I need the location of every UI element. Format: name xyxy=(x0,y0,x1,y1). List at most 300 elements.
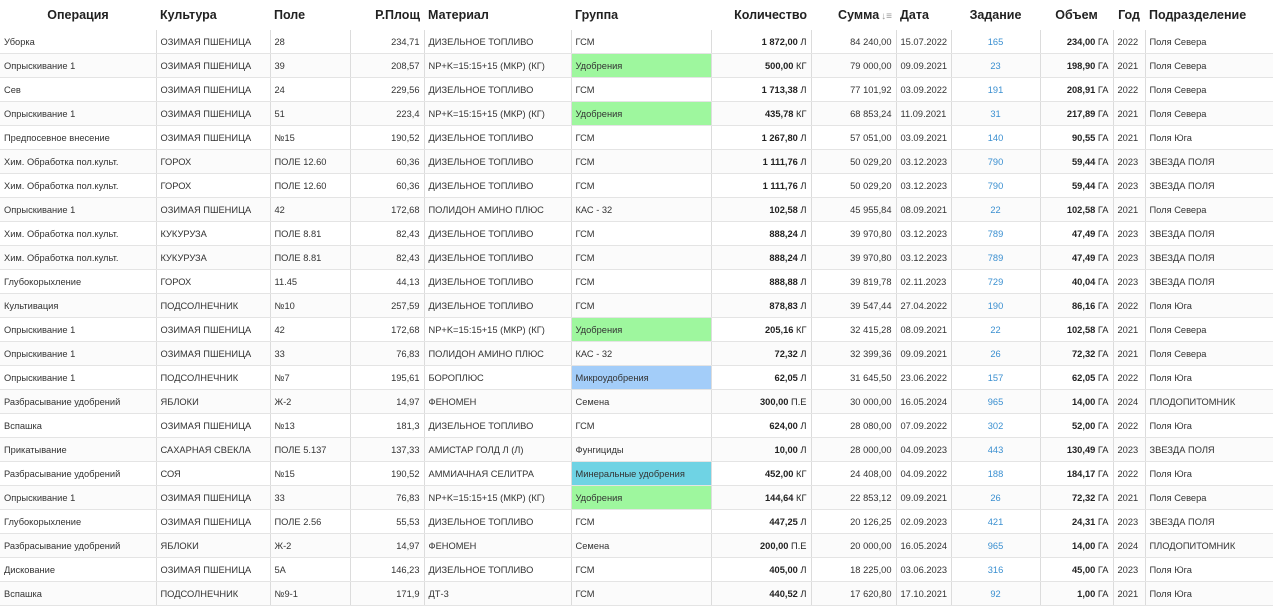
table-row[interactable] xyxy=(0,126,1273,150)
cell-task-link[interactable]: 23 xyxy=(951,54,1040,78)
cell-crop: ОЗИМАЯ ПШЕНИЦА xyxy=(156,78,270,102)
cell-operation: Хим. Обработка пол.культ. xyxy=(0,222,156,246)
table-row[interactable] xyxy=(0,174,1273,198)
cell-operation: Разбрасывание удобрений xyxy=(0,390,156,414)
cell-field: №9-1 xyxy=(270,582,350,606)
cell-date: 08.09.2021 xyxy=(896,318,951,342)
cell-date: 09.09.2021 xyxy=(896,342,951,366)
cell-division: ПЛОДОПИТОМНИК xyxy=(1145,390,1273,414)
cell-date: 16.05.2024 xyxy=(896,534,951,558)
cell-sum: 50 029,20 xyxy=(811,174,896,198)
cell-quantity-value: 1 872,00 xyxy=(761,36,798,47)
cell-volume-unit: ГА xyxy=(1097,468,1109,479)
cell-crop: ОЗИМАЯ ПШЕНИЦА xyxy=(156,558,270,582)
table-row[interactable] xyxy=(0,222,1273,246)
cell-division: Поля Севера xyxy=(1145,486,1273,510)
cell-division: Поля Юга xyxy=(1145,558,1273,582)
table-row[interactable] xyxy=(0,414,1273,438)
cell-field: 24 xyxy=(270,78,350,102)
cell-division: ЗВЕЗДА ПОЛЯ xyxy=(1145,150,1273,174)
cell-date: 03.09.2022 xyxy=(896,78,951,102)
column-header-field[interactable]: Поле xyxy=(274,8,306,22)
cell-crop: ОЗИМАЯ ПШЕНИЦА xyxy=(156,102,270,126)
table-row[interactable] xyxy=(0,318,1273,342)
cell-quantity-value: 300,00 xyxy=(760,396,789,407)
cell-quantity xyxy=(711,294,811,318)
cell-task-link[interactable]: 190 xyxy=(951,294,1040,318)
cell-group: ГСМ xyxy=(571,30,711,54)
cell-volume xyxy=(1040,438,1113,462)
cell-sum: 18 225,00 xyxy=(811,558,896,582)
cell-volume-unit: ГА xyxy=(1097,84,1109,95)
cell-task-link[interactable]: 188 xyxy=(951,462,1040,486)
cell-crop: ПОДСОЛНЕЧНИК xyxy=(156,294,270,318)
cell-volume xyxy=(1040,510,1113,534)
cell-field: 51 xyxy=(270,102,350,126)
cell-operation: Хим. Обработка пол.культ. xyxy=(0,246,156,270)
cell-year: 2021 xyxy=(1113,54,1145,78)
cell-quantity-value: 102,58 xyxy=(769,204,798,215)
cell-quantity-unit: КГ xyxy=(796,108,807,119)
cell-date: 16.05.2024 xyxy=(896,390,951,414)
cell-year: 2022 xyxy=(1113,366,1145,390)
cell-group: Удобрения xyxy=(571,102,711,126)
cell-operation: Опрыскивание 1 xyxy=(0,318,156,342)
cell-quantity-value: 1 713,38 xyxy=(761,84,798,95)
cell-volume xyxy=(1040,462,1113,486)
cell-task-link[interactable]: 26 xyxy=(951,342,1040,366)
cell-year: 2022 xyxy=(1113,462,1145,486)
cell-volume xyxy=(1040,342,1113,366)
cell-division: ЗВЕЗДА ПОЛЯ xyxy=(1145,510,1273,534)
cell-volume-value: 45,00 xyxy=(1072,564,1096,575)
cell-quantity-unit: Л xyxy=(800,84,807,95)
cell-crop: ОЗИМАЯ ПШЕНИЦА xyxy=(156,54,270,78)
table-row[interactable] xyxy=(0,558,1273,582)
cell-quantity-value: 10,00 xyxy=(774,444,798,455)
column-header-group[interactable]: Группа xyxy=(575,8,619,22)
cell-sum: 39 970,80 xyxy=(811,246,896,270)
cell-date: 08.09.2021 xyxy=(896,198,951,222)
cell-operation: Вспашка xyxy=(0,414,156,438)
cell-material: ДИЗЕЛЬНОЕ ТОПЛИВО xyxy=(424,126,571,150)
cell-volume-value: 198,90 xyxy=(1066,60,1096,71)
cell-year: 2021 xyxy=(1113,198,1145,222)
table-row[interactable] xyxy=(0,390,1273,414)
cell-task-link[interactable]: 165 xyxy=(951,30,1040,54)
cell-task-link[interactable]: 157 xyxy=(951,366,1040,390)
cell-area: 171,9 xyxy=(350,582,424,606)
cell-volume-unit: ГА xyxy=(1097,132,1109,143)
cell-crop: ОЗИМАЯ ПШЕНИЦА xyxy=(156,486,270,510)
cell-quantity-unit: Л xyxy=(800,588,807,599)
cell-volume xyxy=(1040,414,1113,438)
cell-quantity-unit: П.Е xyxy=(791,540,807,551)
table-row[interactable] xyxy=(0,438,1273,462)
cell-sum: 39 819,78 xyxy=(811,270,896,294)
cell-year: 2022 xyxy=(1113,294,1145,318)
cell-quantity-value: 205,16 xyxy=(765,324,794,335)
cell-group: ГСМ xyxy=(571,558,711,582)
cell-area: 229,56 xyxy=(350,78,424,102)
cell-crop: ЯБЛОКИ xyxy=(156,390,270,414)
cell-quantity-unit: Л xyxy=(800,564,807,575)
table-row[interactable] xyxy=(0,462,1273,486)
cell-year: 2021 xyxy=(1113,582,1145,606)
cell-quantity xyxy=(711,438,811,462)
cell-area: 234,71 xyxy=(350,30,424,54)
cell-operation: Дискование xyxy=(0,558,156,582)
cell-quantity xyxy=(711,390,811,414)
cell-area: 257,59 xyxy=(350,294,424,318)
cell-quantity-value: 1 111,76 xyxy=(762,180,798,191)
cell-volume xyxy=(1040,294,1113,318)
cell-volume-value: 47,49 xyxy=(1072,228,1096,239)
cell-task-link[interactable]: 22 xyxy=(951,198,1040,222)
cell-quantity-value: 440,52 xyxy=(769,588,798,599)
cell-division: Поля Юга xyxy=(1145,126,1273,150)
cell-field: №15 xyxy=(270,126,350,150)
cell-quantity-value: 888,88 xyxy=(769,276,798,287)
cell-volume-unit: ГА xyxy=(1097,516,1109,527)
table-row[interactable] xyxy=(0,150,1273,174)
column-header-crop[interactable]: Культура xyxy=(160,8,217,22)
cell-crop: КУКУРУЗА xyxy=(156,246,270,270)
cell-group: КАС - 32 xyxy=(571,342,711,366)
cell-group: КАС - 32 xyxy=(571,198,711,222)
cell-volume-unit: ГА xyxy=(1097,492,1109,503)
cell-quantity xyxy=(711,534,811,558)
cell-area: 195,61 xyxy=(350,366,424,390)
cell-quantity-value: 888,24 xyxy=(769,228,798,239)
cell-material: ДИЗЕЛЬНОЕ ТОПЛИВО xyxy=(424,30,571,54)
cell-material: ДИЗЕЛЬНОЕ ТОПЛИВО xyxy=(424,294,571,318)
cell-volume xyxy=(1040,150,1113,174)
cell-sum: 32 415,28 xyxy=(811,318,896,342)
cell-volume-unit: ГА xyxy=(1097,252,1109,263)
cell-task-link[interactable]: 789 xyxy=(951,222,1040,246)
cell-task-link[interactable]: 92 xyxy=(951,582,1040,606)
cell-material: ФЕНОМЕН xyxy=(424,534,571,558)
cell-operation: Опрыскивание 1 xyxy=(0,486,156,510)
cell-task-link[interactable]: 443 xyxy=(951,438,1040,462)
cell-year: 2021 xyxy=(1113,126,1145,150)
table-row[interactable] xyxy=(0,534,1273,558)
cell-division: Поля Юга xyxy=(1145,414,1273,438)
cell-sum: 24 408,00 xyxy=(811,462,896,486)
cell-task-link[interactable]: 26 xyxy=(951,486,1040,510)
cell-group: Семена xyxy=(571,390,711,414)
cell-area: 172,68 xyxy=(350,318,424,342)
cell-volume xyxy=(1040,126,1113,150)
cell-volume-value: 90,55 xyxy=(1072,132,1096,143)
cell-material: NP+K=15:15+15 (МКР) (КГ) xyxy=(424,318,571,342)
cell-task-link[interactable]: 140 xyxy=(951,126,1040,150)
cell-quantity-value: 405,00 xyxy=(769,564,798,575)
cell-task-link[interactable]: 421 xyxy=(951,510,1040,534)
column-header-quantity[interactable]: Количество xyxy=(734,8,807,22)
cell-material: ДИЗЕЛЬНОЕ ТОПЛИВО xyxy=(424,150,571,174)
cell-division: ЗВЕЗДА ПОЛЯ xyxy=(1145,222,1273,246)
cell-crop: ГОРОХ xyxy=(156,270,270,294)
cell-operation: Культивация xyxy=(0,294,156,318)
cell-material: NP+K=15:15+15 (МКР) (КГ) xyxy=(424,102,571,126)
cell-division: Поля Севера xyxy=(1145,78,1273,102)
cell-volume xyxy=(1040,390,1113,414)
cell-year: 2021 xyxy=(1113,102,1145,126)
cell-volume xyxy=(1040,174,1113,198)
cell-division: Поля Севера xyxy=(1145,198,1273,222)
cell-volume-value: 47,49 xyxy=(1072,252,1096,263)
cell-group: ГСМ xyxy=(571,150,711,174)
cell-field: 39 xyxy=(270,54,350,78)
cell-operation: Прикатывание xyxy=(0,438,156,462)
cell-date: 02.09.2023 xyxy=(896,510,951,534)
cell-quantity-unit: Л xyxy=(800,36,807,47)
cell-task-link[interactable]: 790 xyxy=(951,174,1040,198)
cell-date: 04.09.2023 xyxy=(896,438,951,462)
cell-volume-value: 217,89 xyxy=(1066,108,1096,119)
cell-volume-unit: ГА xyxy=(1097,564,1109,575)
cell-quantity-unit: КГ xyxy=(796,468,807,479)
cell-field: ПОЛЕ 8.81 xyxy=(270,246,350,270)
cell-area: 172,68 xyxy=(350,198,424,222)
cell-quantity-value: 452,00 xyxy=(765,468,794,479)
cell-group: Удобрения xyxy=(571,318,711,342)
cell-area: 190,52 xyxy=(350,126,424,150)
cell-volume-value: 208,91 xyxy=(1066,84,1096,95)
cell-division: Поля Севера xyxy=(1145,54,1273,78)
cell-area: 208,57 xyxy=(350,54,424,78)
cell-group: ГСМ xyxy=(571,582,711,606)
cell-volume-value: 184,17 xyxy=(1066,468,1096,479)
column-header-task[interactable]: Задание xyxy=(969,8,1022,22)
cell-quantity-unit: Л xyxy=(800,444,807,455)
cell-volume-unit: ГА xyxy=(1097,372,1109,383)
cell-volume-unit: ГА xyxy=(1097,156,1109,167)
cell-crop: КУКУРУЗА xyxy=(156,222,270,246)
cell-material: ДИЗЕЛЬНОЕ ТОПЛИВО xyxy=(424,510,571,534)
cell-material: ПОЛИДОН АМИНО ПЛЮС xyxy=(424,198,571,222)
column-header-division[interactable]: Подразделение xyxy=(1149,8,1247,22)
table-row[interactable] xyxy=(0,342,1273,366)
table-row[interactable] xyxy=(0,366,1273,390)
table-row[interactable] xyxy=(0,270,1273,294)
cell-group: Удобрения xyxy=(571,54,711,78)
cell-year: 2021 xyxy=(1113,486,1145,510)
cell-division: ЗВЕЗДА ПОЛЯ xyxy=(1145,270,1273,294)
cell-area: 60,36 xyxy=(350,150,424,174)
cell-task-link[interactable]: 302 xyxy=(951,414,1040,438)
cell-group: ГСМ xyxy=(571,294,711,318)
cell-quantity-value: 500,00 xyxy=(765,60,794,71)
table-row[interactable] xyxy=(0,54,1273,78)
cell-task-link[interactable]: 22 xyxy=(951,318,1040,342)
cell-crop: ОЗИМАЯ ПШЕНИЦА xyxy=(156,318,270,342)
cell-volume-value: 24,31 xyxy=(1072,516,1096,527)
cell-task-link[interactable]: 965 xyxy=(951,390,1040,414)
table-row[interactable] xyxy=(0,294,1273,318)
cell-year: 2023 xyxy=(1113,438,1145,462)
cell-field: ПОЛЕ 8.81 xyxy=(270,222,350,246)
cell-volume-value: 59,44 xyxy=(1072,156,1096,167)
cell-operation: Сев xyxy=(0,78,156,102)
cell-material: ДТ-3 xyxy=(424,582,571,606)
cell-task-link[interactable]: 31 xyxy=(951,102,1040,126)
cell-field: 28 xyxy=(270,30,350,54)
cell-area: 82,43 xyxy=(350,246,424,270)
cell-group: Фунгициды xyxy=(571,438,711,462)
column-header-year[interactable]: Год xyxy=(1118,8,1140,22)
cell-quantity-value: 624,00 xyxy=(769,420,798,431)
cell-field: №13 xyxy=(270,414,350,438)
cell-sum: 20 126,25 xyxy=(811,510,896,534)
cell-volume xyxy=(1040,102,1113,126)
cell-date: 09.09.2021 xyxy=(896,486,951,510)
cell-quantity-value: 144,64 xyxy=(765,492,794,503)
cell-quantity-value: 878,83 xyxy=(769,300,798,311)
cell-sum: 68 853,24 xyxy=(811,102,896,126)
cell-division: ЗВЕЗДА ПОЛЯ xyxy=(1145,174,1273,198)
cell-quantity-value: 888,24 xyxy=(769,252,798,263)
cell-year: 2024 xyxy=(1113,390,1145,414)
cell-operation: Опрыскивание 1 xyxy=(0,198,156,222)
cell-field: 42 xyxy=(270,318,350,342)
cell-task-link[interactable]: 965 xyxy=(951,534,1040,558)
cell-quantity-unit: Л xyxy=(800,180,807,191)
cell-year: 2023 xyxy=(1113,270,1145,294)
cell-date: 03.12.2023 xyxy=(896,174,951,198)
cell-quantity-value: 200,00 xyxy=(760,540,789,551)
cell-field: 42 xyxy=(270,198,350,222)
cell-volume-unit: ГА xyxy=(1097,108,1109,119)
cell-year: 2023 xyxy=(1113,558,1145,582)
cell-material: ДИЗЕЛЬНОЕ ТОПЛИВО xyxy=(424,414,571,438)
cell-year: 2023 xyxy=(1113,174,1145,198)
cell-area: 190,52 xyxy=(350,462,424,486)
cell-quantity xyxy=(711,414,811,438)
table-row[interactable] xyxy=(0,246,1273,270)
column-header-volume[interactable]: Объем xyxy=(1055,8,1098,22)
table-row[interactable] xyxy=(0,78,1273,102)
cell-volume-value: 14,00 xyxy=(1072,540,1096,551)
cell-area: 14,97 xyxy=(350,390,424,414)
cell-material: ДИЗЕЛЬНОЕ ТОПЛИВО xyxy=(424,78,571,102)
cell-volume xyxy=(1040,198,1113,222)
cell-year: 2023 xyxy=(1113,222,1145,246)
cell-quantity-unit: Л xyxy=(800,420,807,431)
cell-quantity-value: 1 267,80 xyxy=(761,132,798,143)
cell-sum: 30 000,00 xyxy=(811,390,896,414)
table-row[interactable] xyxy=(0,486,1273,510)
cell-volume-value: 52,00 xyxy=(1072,420,1096,431)
cell-volume xyxy=(1040,558,1113,582)
cell-quantity xyxy=(711,462,811,486)
cell-group: Микроудобрения xyxy=(571,366,711,390)
cell-sum: 31 645,50 xyxy=(811,366,896,390)
cell-volume-unit: ГА xyxy=(1097,300,1109,311)
column-header-sum[interactable] xyxy=(811,0,896,30)
cell-quantity-unit: КГ xyxy=(796,324,807,335)
cell-date: 09.09.2021 xyxy=(896,54,951,78)
table-row[interactable] xyxy=(0,102,1273,126)
cell-sum: 77 101,92 xyxy=(811,78,896,102)
cell-date: 23.06.2022 xyxy=(896,366,951,390)
cell-quantity-unit: Л xyxy=(800,156,807,167)
cell-quantity xyxy=(711,30,811,54)
cell-sum: 32 399,36 xyxy=(811,342,896,366)
cell-field: ПОЛЕ 12.60 xyxy=(270,174,350,198)
cell-volume-unit: ГА xyxy=(1097,36,1109,47)
column-header-material[interactable]: Материал xyxy=(428,8,489,22)
cell-division: Поля Севера xyxy=(1145,318,1273,342)
cell-volume-value: 102,58 xyxy=(1066,324,1096,335)
cell-field: №10 xyxy=(270,294,350,318)
cell-sum: 20 000,00 xyxy=(811,534,896,558)
cell-task-link[interactable]: 191 xyxy=(951,78,1040,102)
column-header-date[interactable]: Дата xyxy=(900,8,929,22)
cell-volume-unit: ГА xyxy=(1097,228,1109,239)
table-header-row xyxy=(0,0,1273,30)
cell-group: ГСМ xyxy=(571,174,711,198)
cell-year: 2023 xyxy=(1113,150,1145,174)
cell-task-link[interactable]: 729 xyxy=(951,270,1040,294)
cell-volume xyxy=(1040,54,1113,78)
cell-group: ГСМ xyxy=(571,246,711,270)
cell-operation: Опрыскивание 1 xyxy=(0,342,156,366)
table-row[interactable] xyxy=(0,198,1273,222)
cell-group: ГСМ xyxy=(571,414,711,438)
cell-operation: Разбрасывание удобрений xyxy=(0,534,156,558)
cell-material: ДИЗЕЛЬНОЕ ТОПЛИВО xyxy=(424,174,571,198)
cell-quantity xyxy=(711,126,811,150)
cell-quantity xyxy=(711,102,811,126)
table-row[interactable] xyxy=(0,510,1273,534)
cell-date: 27.04.2022 xyxy=(896,294,951,318)
cell-task-link[interactable]: 316 xyxy=(951,558,1040,582)
cell-task-link[interactable]: 789 xyxy=(951,246,1040,270)
cell-area: 223,4 xyxy=(350,102,424,126)
cell-volume xyxy=(1040,582,1113,606)
cell-group: ГСМ xyxy=(571,510,711,534)
cell-year: 2022 xyxy=(1113,78,1145,102)
cell-material: ПОЛИДОН АМИНО ПЛЮС xyxy=(424,342,571,366)
sort-descending-icon[interactable]: ↓≡ xyxy=(881,11,892,22)
table-row[interactable] xyxy=(0,30,1273,54)
cell-field: ПОЛЕ 5.137 xyxy=(270,438,350,462)
cell-volume-unit: ГА xyxy=(1097,204,1109,215)
cell-sum: 17 620,80 xyxy=(811,582,896,606)
cell-crop: ГОРОХ xyxy=(156,174,270,198)
cell-quantity-unit: Л xyxy=(800,348,807,359)
cell-quantity xyxy=(711,78,811,102)
cell-quantity-value: 62,05 xyxy=(774,372,798,383)
cell-quantity-value: 1 111,76 xyxy=(762,156,798,167)
cell-operation: Опрыскивание 1 xyxy=(0,102,156,126)
cell-quantity xyxy=(711,150,811,174)
cell-material: NP+K=15:15+15 (МКР) (КГ) xyxy=(424,54,571,78)
cell-task-link[interactable]: 790 xyxy=(951,150,1040,174)
cell-quantity xyxy=(711,222,811,246)
cell-quantity xyxy=(711,342,811,366)
cell-field: №7 xyxy=(270,366,350,390)
column-header-area[interactable]: Р.Площ xyxy=(375,8,420,22)
cell-operation: Разбрасывание удобрений xyxy=(0,462,156,486)
column-header-operation[interactable]: Операция xyxy=(47,8,109,22)
cell-volume-value: 102,58 xyxy=(1066,204,1096,215)
cell-quantity xyxy=(711,198,811,222)
table-row[interactable] xyxy=(0,582,1273,606)
